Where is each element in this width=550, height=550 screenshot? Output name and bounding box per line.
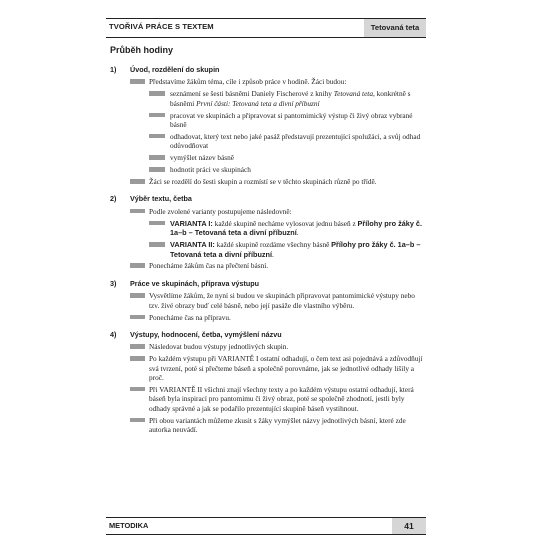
step-title: Úvod, rozdělení do skupin bbox=[130, 65, 220, 74]
bullet-bar-icon bbox=[130, 79, 145, 84]
bullet-bar-icon bbox=[130, 356, 145, 361]
bullet-bar-icon bbox=[149, 167, 165, 172]
lesson-steps bbox=[110, 65, 424, 443]
sub-list-item: vymýšlet název básně bbox=[149, 153, 424, 162]
running-footer bbox=[106, 517, 426, 535]
list-item: Při VARIANTĚ II všichni znají všechny texty a po každém výstupu ostatní odhadují, která báseň byla inspirací pro pantomimu či živý obraz, poté se společně zhodnotí, jestli byly odhady správné a jak se podařilo prezentující skupině báseň vystihnout. bbox=[130, 385, 424, 413]
step-title: Výstupy, hodnocení, četba, vymýšlení názvu bbox=[130, 329, 282, 339]
sub-list-item: seznámení se šesti básněmi Daniely Fischerové z knihy Tetovaná teta, konkrétně s básněmi První části: Tetovaná teta a divní příbuzní bbox=[149, 89, 424, 108]
list-item: Ponecháme čas na přípravu. bbox=[130, 313, 424, 322]
list-item: Po každém výstupu při VARIANTĚ I ostatní odhadují, o čem text asi pojednává a zdůvodňují svá tvrzení, poté si přečteme báseň a společně porovnáme, jak se jednotlivé odhady lišily a proč. bbox=[130, 354, 424, 382]
sub-list-item: pracovat ve skupinách a připravovat si pantomimický výstup či živý obraz vybrané básně bbox=[149, 111, 424, 130]
bullet-bar-icon bbox=[149, 113, 165, 118]
step-number: 2) bbox=[110, 194, 117, 204]
bullet-bar-icon bbox=[130, 387, 145, 392]
list-item: Žáci se rozdělí do šesti skupin a rozmístí se v těchto skupinách různě po třídě. bbox=[130, 177, 424, 186]
section-title: Průběh hodiny bbox=[110, 45, 173, 55]
bullet-bar-icon bbox=[130, 293, 145, 298]
running-header bbox=[106, 18, 426, 38]
list-item: Při obou variantách můžeme zkusit s žáky vymýšlet názvy jednotlivých básní, které zde autorka neuvádí. bbox=[130, 416, 424, 435]
step-title: Výběr textu, četba bbox=[130, 194, 192, 204]
bullet-bar-icon bbox=[130, 179, 145, 184]
bullet-bar-icon bbox=[130, 344, 145, 349]
list-item: Následovat budou výstupy jednotlivých skupin. bbox=[130, 342, 424, 351]
sub-list-item: hodnotit práci ve skupinách bbox=[149, 165, 424, 174]
list-item: Ponecháme žákům čas na přečtení básní. bbox=[130, 261, 424, 270]
footer-label: METODIKA bbox=[109, 521, 149, 530]
sub-list-item: odhadovat, který text nebo jaké pasáž představují prezentující spolužáci, a svůj odhad odůvodňovat bbox=[149, 132, 424, 151]
bullet-bar-icon bbox=[149, 221, 165, 226]
step-1 bbox=[110, 65, 424, 186]
bullet-bar-icon bbox=[149, 155, 165, 160]
step-3 bbox=[110, 279, 424, 322]
bullet-bar-icon bbox=[149, 242, 165, 247]
step-number: 1) bbox=[110, 65, 117, 74]
bullet-bar-icon bbox=[130, 263, 145, 268]
bullet-bar-icon bbox=[149, 91, 165, 96]
step-2 bbox=[110, 194, 424, 270]
page-number: 41 bbox=[392, 518, 426, 534]
bullet-bar-icon bbox=[130, 209, 145, 214]
list-item: Představíme žákům téma, cíle i způsob práce v hodině. Žáci budou: bbox=[130, 77, 424, 86]
header-tag: Tetovaná teta bbox=[364, 19, 426, 37]
step-title: Práce ve skupinách, příprava výstupu bbox=[130, 278, 260, 288]
step-4 bbox=[110, 330, 424, 435]
list-item: Vysvětlíme žákům, že nyní si budou ve skupinách připravovat pantomimické výstupy nebo tzv. živé obrazy buď celé básně, nebo její pasáže dle vlastního výběru. bbox=[130, 291, 424, 310]
variant-item: VARIANTA I: každé skupině necháme vylosovat jednu báseň z Přílohy pro žáky č. 1a–b – Tetovaná teta a divní příbuzní. bbox=[149, 219, 424, 238]
list-item: Podle zvolené varianty postupujeme následovně: bbox=[130, 207, 424, 216]
bullet-bar-icon bbox=[149, 134, 165, 139]
variant-item: VARIANTA II: každé skupině rozdáme všechny básně Přílohy pro žáky č. 1a–b – Tetovaná teta a divní příbuzní. bbox=[149, 240, 424, 259]
header-title: TVOŘIVÁ PRÁCE S TEXTEM bbox=[109, 22, 214, 31]
bullet-bar-icon bbox=[130, 315, 145, 320]
step-number: 4) bbox=[110, 329, 117, 339]
step-number: 3) bbox=[110, 278, 117, 288]
bullet-bar-icon bbox=[130, 418, 145, 423]
page bbox=[106, 18, 426, 534]
